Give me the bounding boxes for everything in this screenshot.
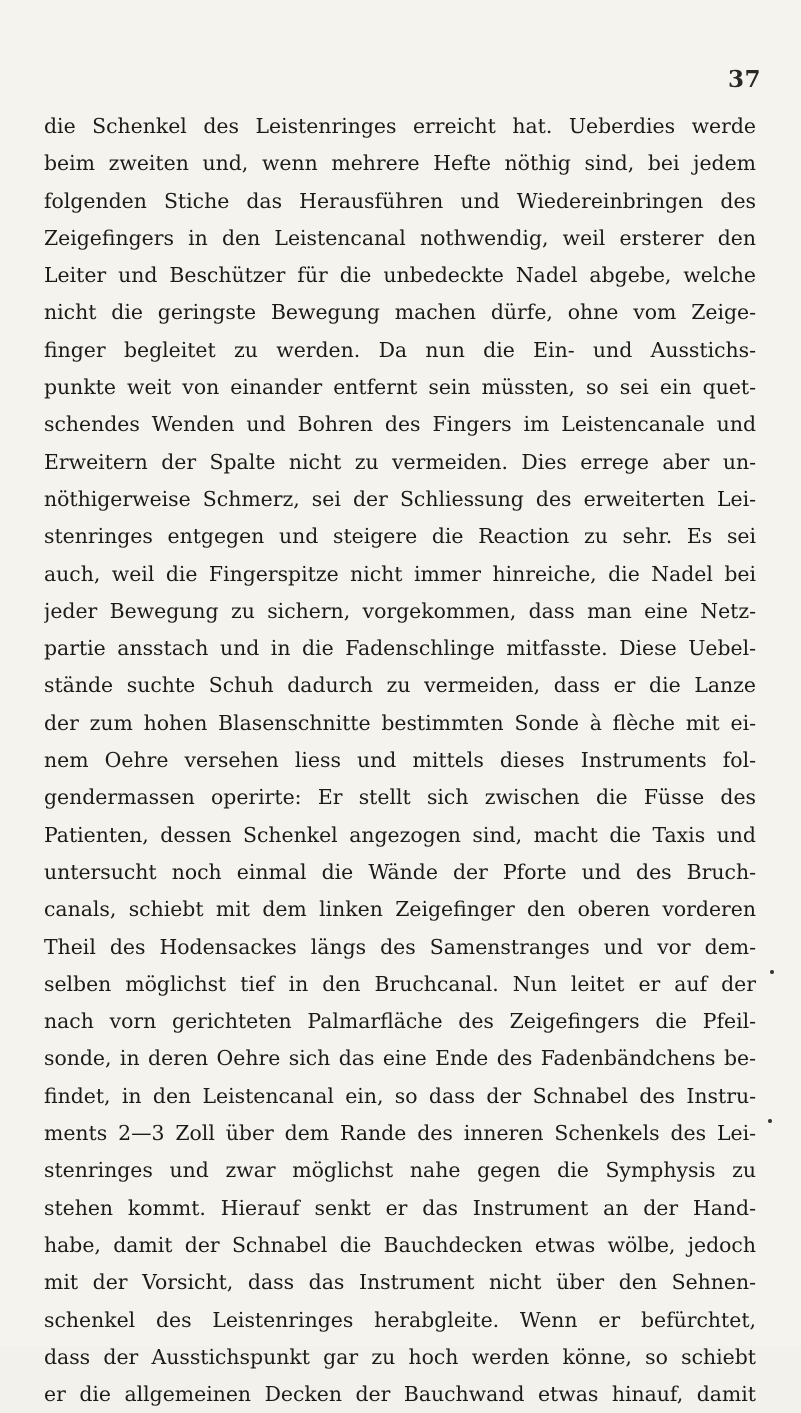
text-line: nöthigerweise Schmerz, sei der Schliessung des erweiterten Lei-: [44, 486, 756, 511]
text-line: finger begleitet zu werden. Da nun die Ein- und Ausstichs-: [44, 337, 756, 362]
text-line: Theil des Hodensackes längs des Samenstranges und vor dem-: [44, 934, 756, 959]
page-number: 37: [727, 66, 761, 93]
text-line: Patienten, dessen Schenkel angezogen sind, macht die Taxis und: [44, 822, 756, 847]
text-line: auch, weil die Fingerspitze nicht immer hinreiche, die Nadel bei: [44, 561, 756, 586]
text-line: ments 2—3 Zoll über dem Rande des inneren Schenkels des Lei-: [44, 1121, 756, 1146]
text-line: schendes Wenden und Bohren des Fingers im Leistencanale und: [44, 412, 756, 437]
text-line: schenkel des Leistenringes herabgleite. Wenn er befürchtet,: [44, 1307, 756, 1332]
margin-speck: [768, 1119, 772, 1123]
text-line: mit der Vorsicht, dass das Instrument nicht über den Sehnen-: [44, 1270, 756, 1295]
text-line: untersucht noch einmal die Wände der Pforte und des Bruch-: [44, 859, 756, 884]
text-line: Erweitern der Spalte nicht zu vermeiden. Dies errege aber un-: [44, 449, 756, 474]
text-line: gendermassen operirte: Er stellt sich zwischen die Füsse des: [44, 785, 756, 810]
text-line: habe, damit der Schnabel die Bauchdecken etwas wölbe, jedoch: [44, 1232, 756, 1257]
text-line: der zum hohen Blasenschnitte bestimmten Sonde à flèche mit ei-: [44, 710, 756, 735]
text-line: die Schenkel des Leistenringes erreicht hat. Ueberdies werde: [44, 114, 756, 138]
text-line: stände suchte Schuh dadurch zu vermeiden, dass er die Lanze: [44, 673, 756, 698]
text-line: partie ansstach und in die Fadenschlinge mitfasste. Diese Uebel-: [44, 636, 756, 661]
text-line: punkte weit von einander entfernt sein müssten, so sei ein quet-: [44, 375, 756, 400]
margin-speck: [770, 970, 774, 974]
text-line: folgenden Stiche das Herausführen und Wiedereinbringen des: [44, 188, 756, 213]
text-line: beim zweiten und, wenn mehrere Hefte nöthig sind, bei jedem: [44, 151, 756, 176]
body-text: [44, 108, 756, 1413]
text-line: er die allgemeinen Decken der Bauchwand etwas hinauf, damit: [44, 1382, 756, 1407]
text-line: Leiter und Beschützer für die unbedeckte Nadel abgebe, welche: [44, 263, 756, 288]
text-line: findet, in den Leistencanal ein, so dass der Schnabel des Instru-: [44, 1083, 756, 1108]
text-line: dass der Ausstichspunkt gar zu hoch werden könne, so schiebt: [44, 1344, 756, 1369]
text-line: Zeigefingers in den Leistencanal nothwendig, weil ersterer den: [44, 225, 756, 250]
text-line: stenringes entgegen und steigere die Reaction zu sehr. Es sei: [44, 524, 756, 549]
text-line: nicht die geringste Bewegung machen dürfe, ohne vom Zeige-: [44, 300, 756, 325]
text-line: jeder Bewegung zu sichern, vorgekommen, dass man eine Netz-: [44, 598, 756, 623]
text-line: sonde, in deren Oehre sich das eine Ende des Fadenbändchens be-: [44, 1046, 756, 1071]
text-line: nem Oehre versehen liess und mittels dieses Instruments fol-: [44, 748, 756, 773]
text-line: canals, schiebt mit dem linken Zeigefinger den oberen vorderen: [44, 897, 756, 922]
text-line: stenringes und zwar möglichst nahe gegen die Symphysis zu: [44, 1158, 756, 1183]
text-line: selben möglichst tief in den Bruchcanal. Nun leitet er auf der: [44, 971, 756, 996]
text-line: nach vorn gerichteten Palmarfläche des Zeigefingers die Pfeil-: [44, 1009, 756, 1034]
text-line: stehen kommt. Hierauf senkt er das Instrument an der Hand-: [44, 1195, 756, 1220]
